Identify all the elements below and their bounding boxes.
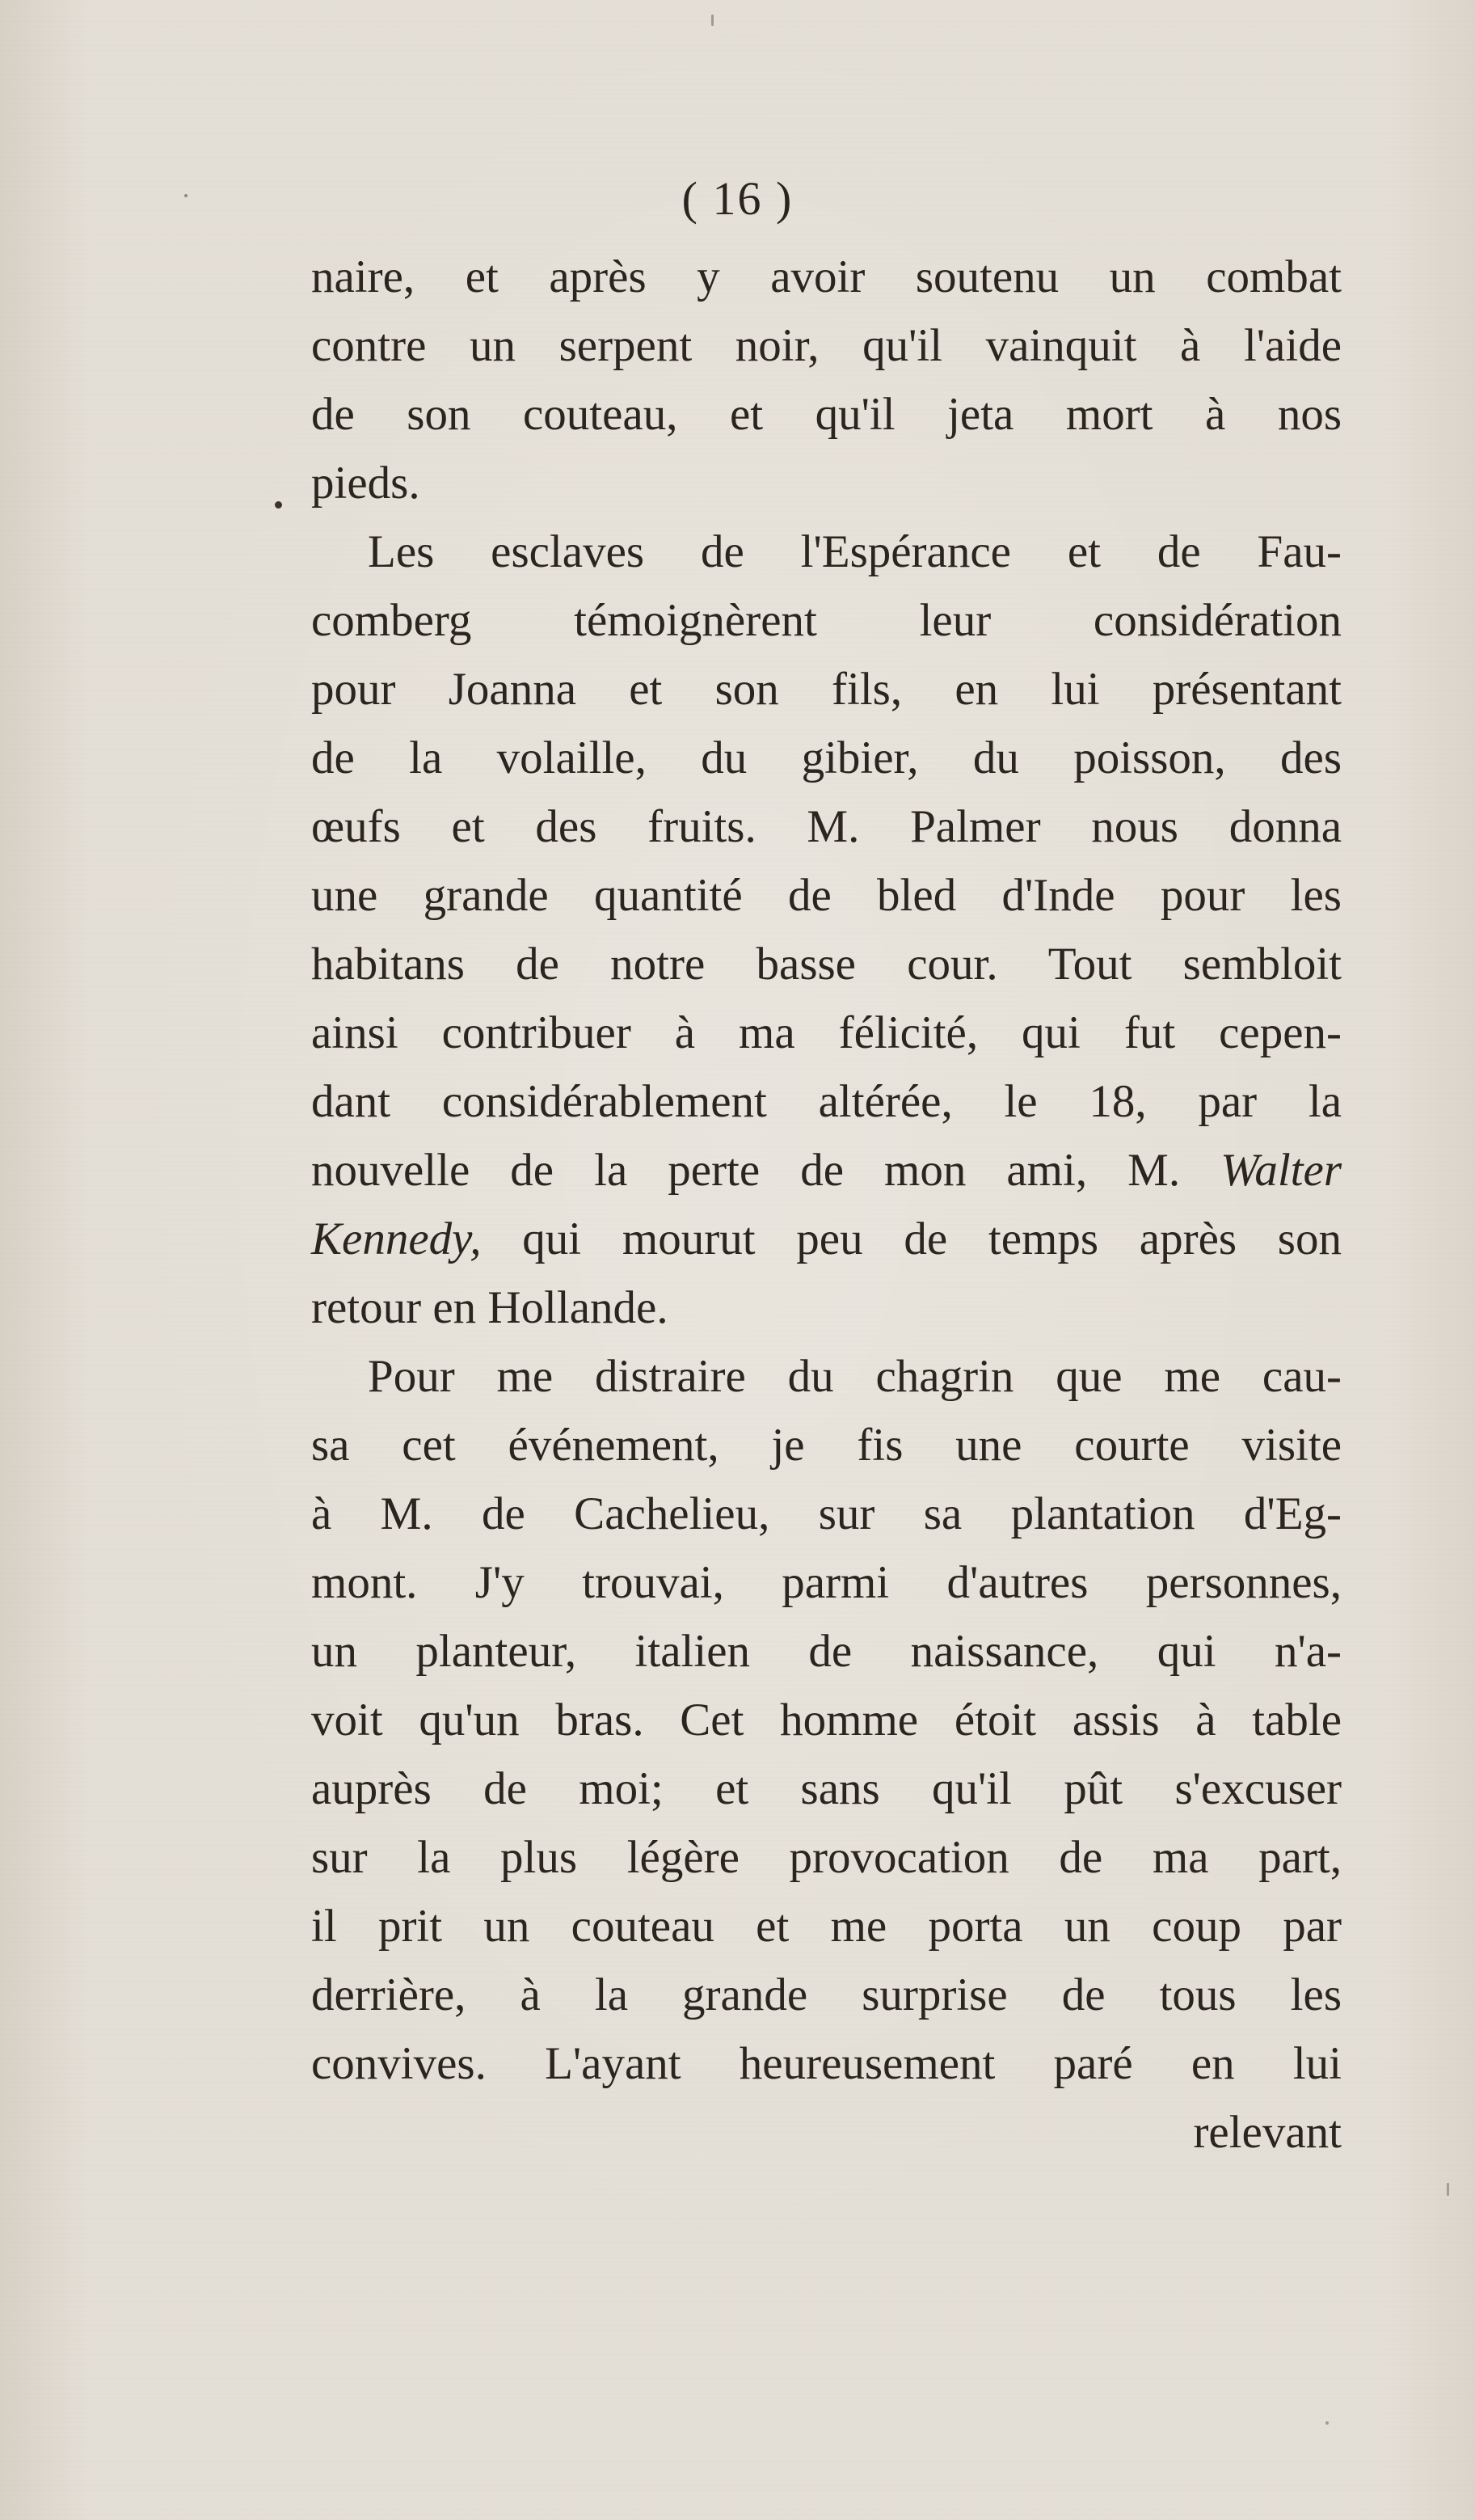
text-line-italic-tail — [311, 1136, 1342, 1205]
paper-speck — [1447, 2183, 1449, 2196]
text-line-italic-head — [311, 1205, 1342, 1273]
line-italic-name: Kennedy, — [311, 1214, 482, 1264]
text-line: auprès de moi; et sans qu'il pût s'excuser — [311, 1763, 1342, 1814]
text-line: de son couteau, et qu'il jeta mort à nos — [311, 389, 1342, 440]
text-line: il prit un couteau et me porta un coup par — [311, 1901, 1342, 1952]
line-roman-part: nouvelle de la perte de mon ami, M. — [311, 1145, 1221, 1196]
paragraph-start-line: Pour me distraire du chagrin que me cau- — [368, 1351, 1342, 1402]
text-line: contre un serpent noir, qu'il vainquit à l'aide — [311, 320, 1342, 371]
text-line: une grande quantité de bled d'Inde pour les — [311, 870, 1342, 921]
text-line: dant considérablement altérée, le 18, par la — [311, 1076, 1342, 1127]
text-line: retour en Hollande. — [311, 1282, 668, 1333]
text-line: comberg témoignèrent leur considération — [311, 595, 1342, 646]
text-line: ainsi contribuer à ma félicité, qui fut cepen- — [311, 1007, 1342, 1058]
text-line: voit qu'un bras. Cet homme étoit assis à table — [311, 1695, 1342, 1745]
text-line: naire, et après y avoir soutenu un combat — [311, 251, 1342, 302]
text-line: pour Joanna et son fils, en lui présentant — [311, 664, 1342, 715]
body-text — [311, 243, 1342, 2167]
text-line: de la volaille, du gibier, du poisson, des — [311, 732, 1342, 783]
line-roman-part: qui mourut peu de temps après son — [481, 1214, 1342, 1264]
page-number: ( 16 ) — [681, 172, 794, 225]
text-line: derrière, à la grande surprise de tous les — [311, 1969, 1342, 2020]
line-italic-name: Walter — [1220, 1145, 1342, 1196]
paper-speck — [275, 501, 282, 509]
paper-speck — [1325, 2421, 1329, 2425]
text-line: un planteur, italien de naissance, qui n'a- — [311, 1626, 1342, 1677]
text-line: œufs et des fruits. M. Palmer nous donna — [311, 801, 1342, 852]
text-line: sur la plus légère provocation de ma part, — [311, 1832, 1342, 1883]
text-line: convives. L'ayant heureusement paré en lui — [311, 2038, 1342, 2089]
text-line: à M. de Cachelieu, sur sa plantation d'Eg- — [311, 1488, 1342, 1539]
paragraph-start-line: Les esclaves de l'Espérance et de Fau- — [368, 526, 1342, 577]
text-line: mont. J'y trouvai, parmi d'autres personnes, — [311, 1557, 1342, 1608]
catchword: relevant — [1193, 2107, 1342, 2158]
text-line: pieds. — [311, 458, 420, 509]
text-line: habitans de notre basse cour. Tout sembloit — [311, 939, 1342, 990]
text-line: sa cet événement, je fis une courte visite — [311, 1420, 1342, 1471]
paper-speck — [711, 15, 714, 26]
